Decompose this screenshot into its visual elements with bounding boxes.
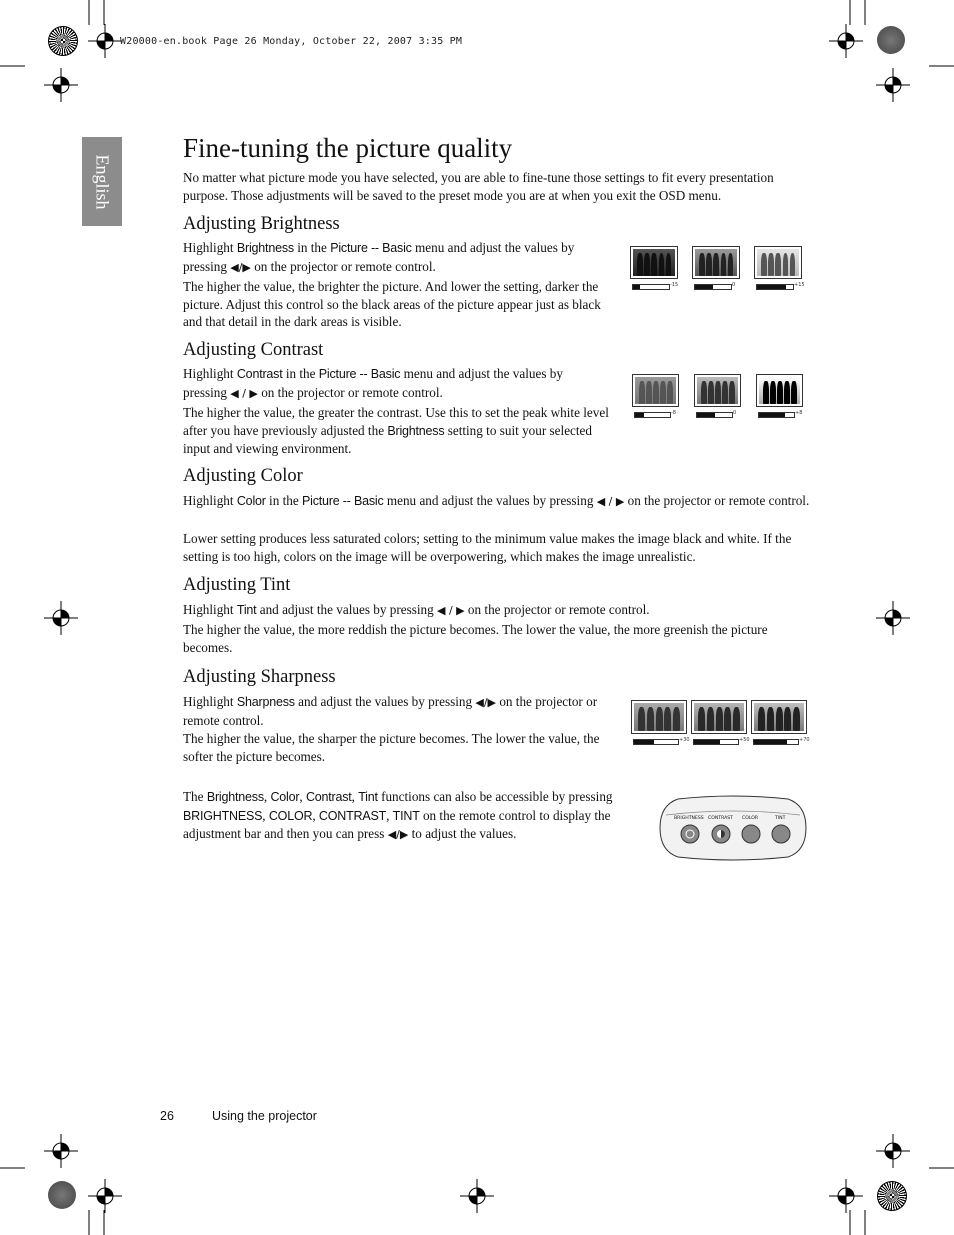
page-number: 26 <box>160 1109 174 1123</box>
brightness-heading: Adjusting Brightness <box>183 214 340 234</box>
registration-target-icon <box>44 601 78 639</box>
sample-value-label: -8 <box>671 410 676 416</box>
registration-target-icon <box>44 68 78 106</box>
starburst-mark-icon <box>48 26 78 56</box>
remote-label-color: COLOR <box>742 816 759 821</box>
tint-description: The higher the value, the more reddish the picture becomes. The lower the value, the more greenish the picture becomes. <box>183 622 768 655</box>
starburst-mark-icon <box>877 1181 907 1211</box>
tint-heading: Adjusting Tint <box>183 575 291 595</box>
sample-photo <box>694 374 741 407</box>
left-right-arrows-icon: ◀/▶ <box>387 828 409 841</box>
remote-label-contrast: CONTRAST <box>708 816 733 821</box>
contrast-description: The higher the value, the greater the contrast. Use this to set the peak white level after you have previously adjusted the Brightness setting to suit your selected input and viewing environment. <box>183 405 609 456</box>
sample-value-label: +50 <box>739 737 750 743</box>
sample-photo <box>630 246 678 279</box>
sample-value-label: -15 <box>670 282 679 288</box>
registration-target-icon <box>44 1134 78 1172</box>
grey-dot-mark-icon <box>877 26 905 54</box>
sample-level-bar <box>694 284 732 290</box>
sharpness-heading: Adjusting Sharpness <box>183 667 336 687</box>
sample-level-bar <box>758 412 795 418</box>
registration-target-icon <box>876 601 910 639</box>
sample-value-label: 0 <box>732 282 736 288</box>
sample-photo <box>632 374 679 407</box>
language-side-tab <box>82 137 122 226</box>
sample-level-bar <box>634 412 671 418</box>
tint-instruction: Highlight Tint and adjust the values by pressing ◀ / ▶ on the projector or remote control. <box>183 602 650 617</box>
left-right-arrows-icon: ◀/▶ <box>230 260 251 274</box>
remote-control-note: The Brightness, Color, Contrast, Tint functions can also be accessible by pressing BRIGHTNESS, COLOR, CONTRAST, TINT on the remote control to display the adjustment bar and then you can press ◀/▶ to adjust the values. <box>183 789 613 841</box>
brightness-description: The higher the value, the brighter the picture. And lower the setting, darker the picture. Adjust this control so the black areas of the picture appear just as black and that detail in the dark areas is visible. <box>183 279 601 329</box>
left-right-arrows-icon: ◀ / ▶ <box>230 386 258 400</box>
contrast-heading: Adjusting Contrast <box>183 340 324 360</box>
brightness-samples <box>630 246 810 296</box>
sample-photo <box>754 246 802 279</box>
grey-dot-mark-icon <box>48 1181 76 1209</box>
registration-target-icon <box>876 1134 910 1172</box>
registration-target-icon <box>460 1179 494 1217</box>
left-right-arrows-icon: ◀ / ▶ <box>437 604 465 617</box>
registration-target-icon <box>829 1179 863 1217</box>
page-title: Fine-tuning the picture quality <box>183 133 513 163</box>
sample-level-bar <box>693 739 739 745</box>
remote-control-illustration <box>658 795 808 861</box>
registration-target-icon <box>88 1179 122 1217</box>
registration-target-icon <box>876 68 910 106</box>
sample-value-label: +70 <box>799 737 810 743</box>
sharpness-instruction: Highlight Sharpness and adjust the values by pressing ◀/▶ on the projector or remote control. <box>183 694 598 728</box>
footer-section-title: Using the projector <box>212 1109 317 1123</box>
color-description: Lower setting produces less saturated colors; setting to the minimum value makes the image black and white. If the setting is too high, colors on the image will be overpowering, which makes the image unrealistic. <box>183 531 792 564</box>
sharpness-samples <box>631 700 809 748</box>
registration-target-icon <box>829 24 863 62</box>
sample-level-bar <box>632 284 670 290</box>
sharpness-description: The higher the value, the sharper the picture becomes. The lower the value, the softer the picture becomes. <box>183 731 600 764</box>
sample-level-bar <box>753 739 799 745</box>
remote-label-brightness: BRIGHTNESS <box>674 816 704 821</box>
sample-value-label: 0 <box>733 410 737 416</box>
sample-photo <box>692 246 740 279</box>
remote-label-tint: TINT <box>775 816 786 821</box>
sample-photo <box>756 374 803 407</box>
sample-level-bar <box>756 284 794 290</box>
contrast-samples <box>632 374 812 424</box>
sample-value-label: +15 <box>794 282 805 288</box>
sample-value-label: +30 <box>679 737 690 743</box>
sample-photo <box>751 700 807 734</box>
left-right-arrows-icon: ◀ / ▶ <box>596 495 625 508</box>
sample-level-bar <box>696 412 733 418</box>
sample-level-bar <box>633 739 679 745</box>
intro-paragraph: No matter what picture mode you have selected, you are able to fine-tune those settings to fit every presentation purpose. Those adjustments will be saved to the preset mode you are at when you exit the OSD menu. <box>183 170 774 203</box>
color-instruction: Highlight Color in the Picture -- Basic menu and adjust the values by pressing ◀ / ▶ on the projector or remote control. <box>183 493 810 508</box>
registration-target-icon <box>88 24 122 62</box>
brightness-instruction: Highlight Brightness in the Picture -- Basic menu and adjust the values by pressing ◀/▶ on the projector or remote control. <box>183 240 575 274</box>
print-header-line: W20000-en.book Page 26 Monday, October 22, 2007 3:35 PM <box>120 36 463 47</box>
sample-photo <box>691 700 747 734</box>
contrast-instruction: Highlight Contrast in the Picture -- Basic menu and adjust the values by pressing ◀ / ▶ on the projector or remote control. <box>183 366 563 400</box>
language-tab-label: English <box>92 153 113 210</box>
left-right-arrows-icon: ◀/▶ <box>475 696 497 709</box>
sample-value-label: +8 <box>795 410 803 416</box>
sample-photo <box>631 700 687 734</box>
color-heading: Adjusting Color <box>183 466 303 486</box>
